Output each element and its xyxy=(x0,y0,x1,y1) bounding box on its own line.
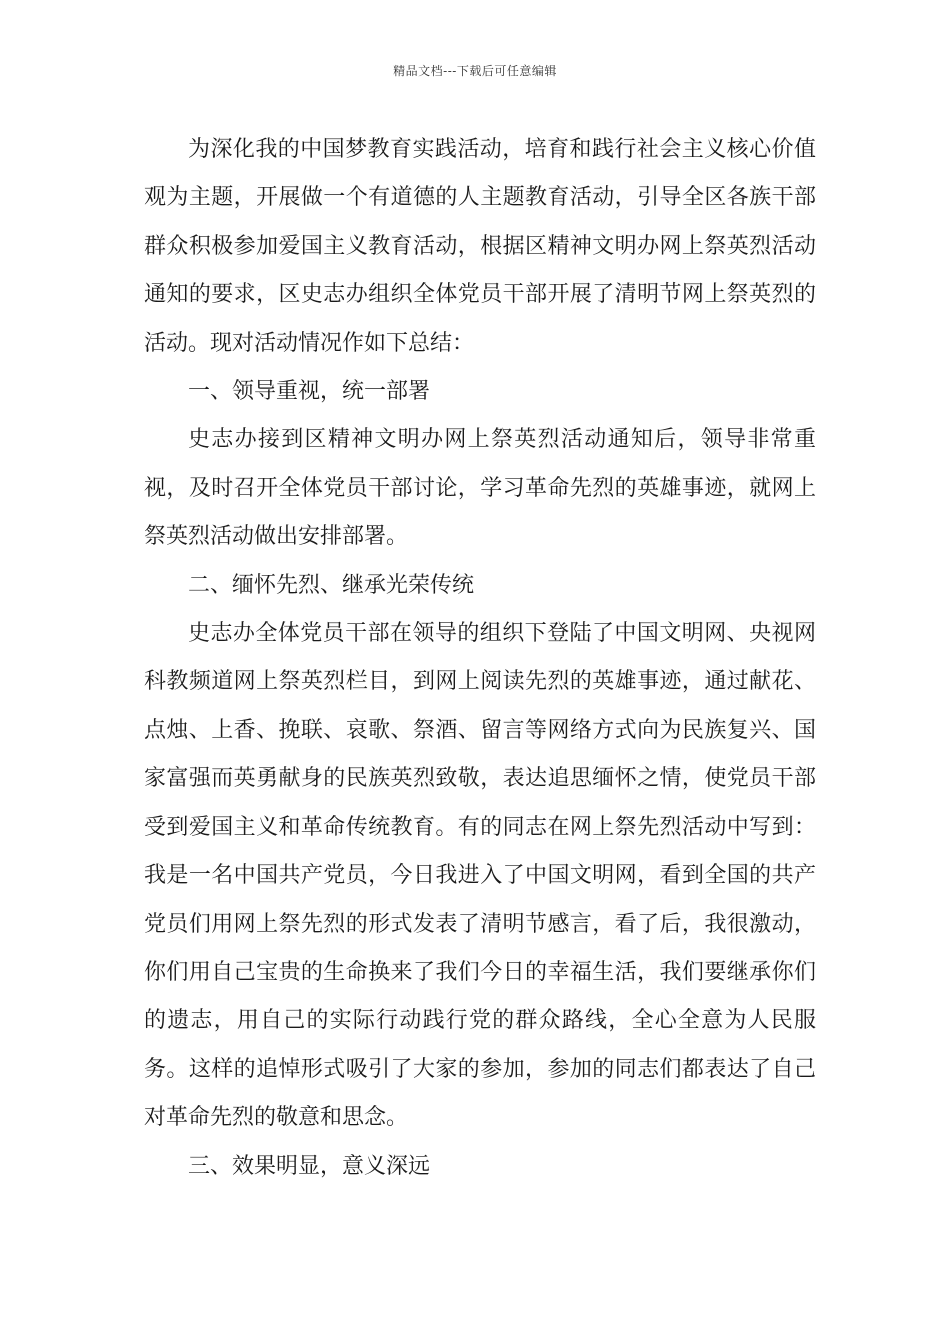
section-2-paragraph: 史志办全体党员干部在领导的组织下登陆了中国文明网、央视网科教频道网上祭英烈栏目，到网上阅读先烈的英雄事迹，通过献花、点烛、上香、挽联、哀歌、祭酒、留言等网络方式向为民族复兴、国家富强而英勇献身的民族英烈致敬，表达追思缅怀之情，使党员干部受到爱国主义和革命传统教育。有的同志在网上祭先烈活动中写到：我是一名中国共产党员，今日我进入了中国文明网，看到全国的共产党员们用网上祭先烈的形式发表了清明节感言，看了后，我很激动，你们用自己宝贵的生命换来了我们今日的幸福生活，我们要继承你们的遗志，用自己的实际行动践行党的群众路线，全心全意为人民服务。这样的追悼形式吸引了大家的参加，参加的同志们都表达了自己对革命先烈的敬意和思念。 xyxy=(144,621,816,1131)
section-heading-1: 一、领导重视，统一部署 xyxy=(188,379,431,405)
section-heading-3: 三、效果明显，意义深远 xyxy=(188,1153,431,1179)
document-body xyxy=(144,126,816,1191)
page-header: 精品文档---下载后可任意编辑 xyxy=(393,64,557,78)
section-heading-2: 二、缅怀先烈、继承光荣传统 xyxy=(188,572,475,598)
intro-paragraph: 为深化我的中国梦教育实践活动，培育和践行社会主义核心价值观为主题，开展做一个有道德的人主题教育活动，引导全区各族干部群众积极参加爱国主义教育活动，根据区精神文明办网上祭英烈活动通知的要求，区史志办组织全体党员干部开展了清明节网上祭英烈的活动。现对活动情况作如下总结： xyxy=(144,137,816,356)
section-1-paragraph: 史志办接到区精神文明办网上祭英烈活动通知后，领导非常重视，及时召开全体党员干部讨论，学习革命先烈的英雄事迹，就网上祭英烈活动做出安排部署。 xyxy=(144,427,816,550)
